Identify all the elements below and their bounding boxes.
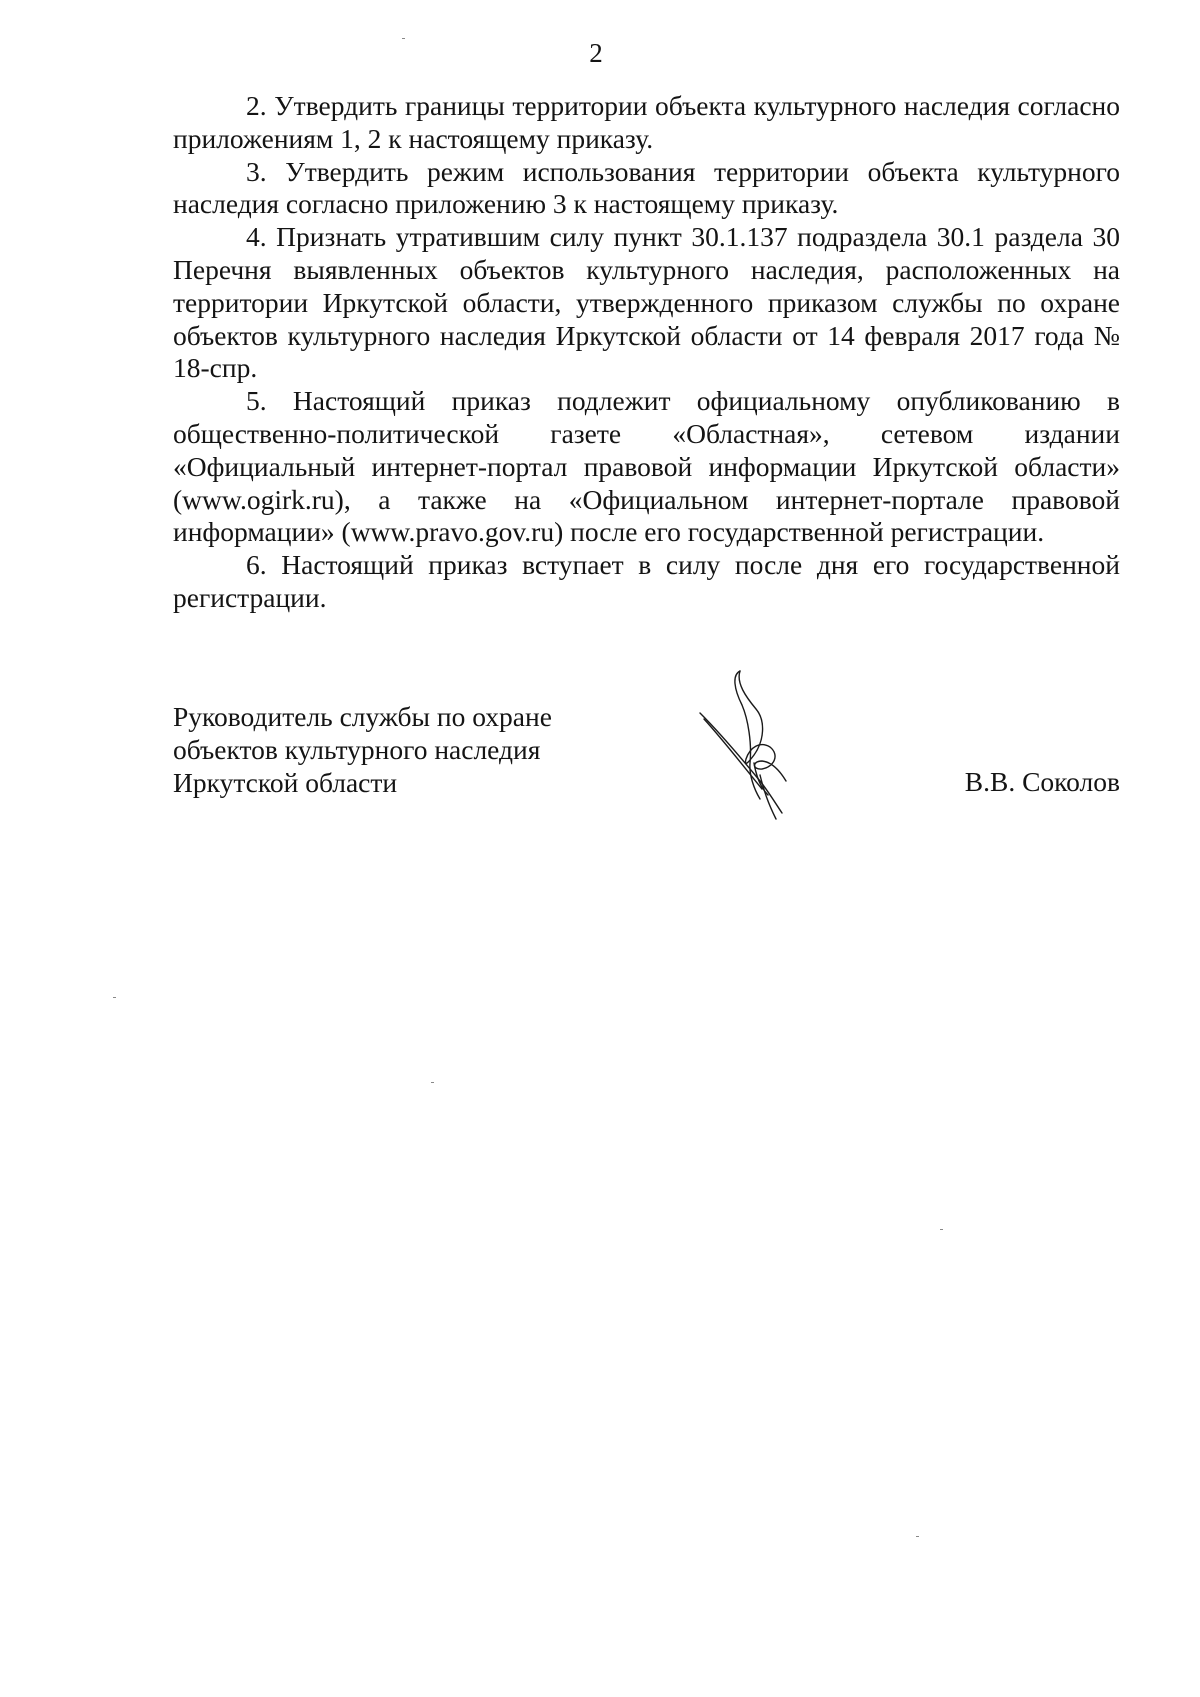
handwritten-signature — [690, 663, 810, 823]
paragraph-3: 3. Утвердить режим использования территории объекта культурного наследия согласно приложению 3 к настоящему приказу. — [173, 155, 1120, 220]
paragraph-4: 4. Признать утратившим силу пункт 30.1.137 подраздела 30.1 раздела 30 Перечня выявленных объектов культурного наследия, расположенных на территории Иркутской области, утвержденного приказом службы по охране объектов культурного наследия Иркутской области от 14 февраля 2017 года № 18-спр. — [173, 221, 1120, 384]
paragraph-5: 5. Настоящий приказ подлежит официальному опубликованию в общественно-политической газете «Областная», сетевом издании «Официальный интернет-портал правовой информации Иркутской области» (www.ogirk.ru), а также на «Официальном интернет-портале правовой информации» (www.pravo.gov.ru) после его государственной регистрации. — [173, 385, 1120, 548]
scan-speck — [940, 1229, 943, 1230]
scan-speck — [916, 1536, 919, 1537]
signatory-position-line: Руководитель службы по охране — [173, 701, 552, 732]
page-number: 2 — [589, 38, 603, 68]
scan-speck — [431, 1082, 434, 1083]
signatory-name: В.В. Соколов — [964, 766, 1120, 797]
scan-speck — [113, 997, 116, 998]
paragraph-2: 2. Утвердить границы территории объекта культурного наследия согласно приложениям 1, 2 к настоящему приказу. — [173, 90, 1120, 154]
signatory-position-line: объектов культурного наследия — [173, 733, 541, 765]
signatory-position-line: Иркутской области — [173, 766, 398, 798]
signatory-position — [173, 701, 552, 799]
scan-speck — [402, 38, 405, 39]
paragraph-6: 6. Настоящий приказ вступает в силу после дня его государственной регистрации. — [173, 549, 1120, 613]
order-body — [173, 90, 1120, 615]
signature-block — [173, 701, 1120, 831]
